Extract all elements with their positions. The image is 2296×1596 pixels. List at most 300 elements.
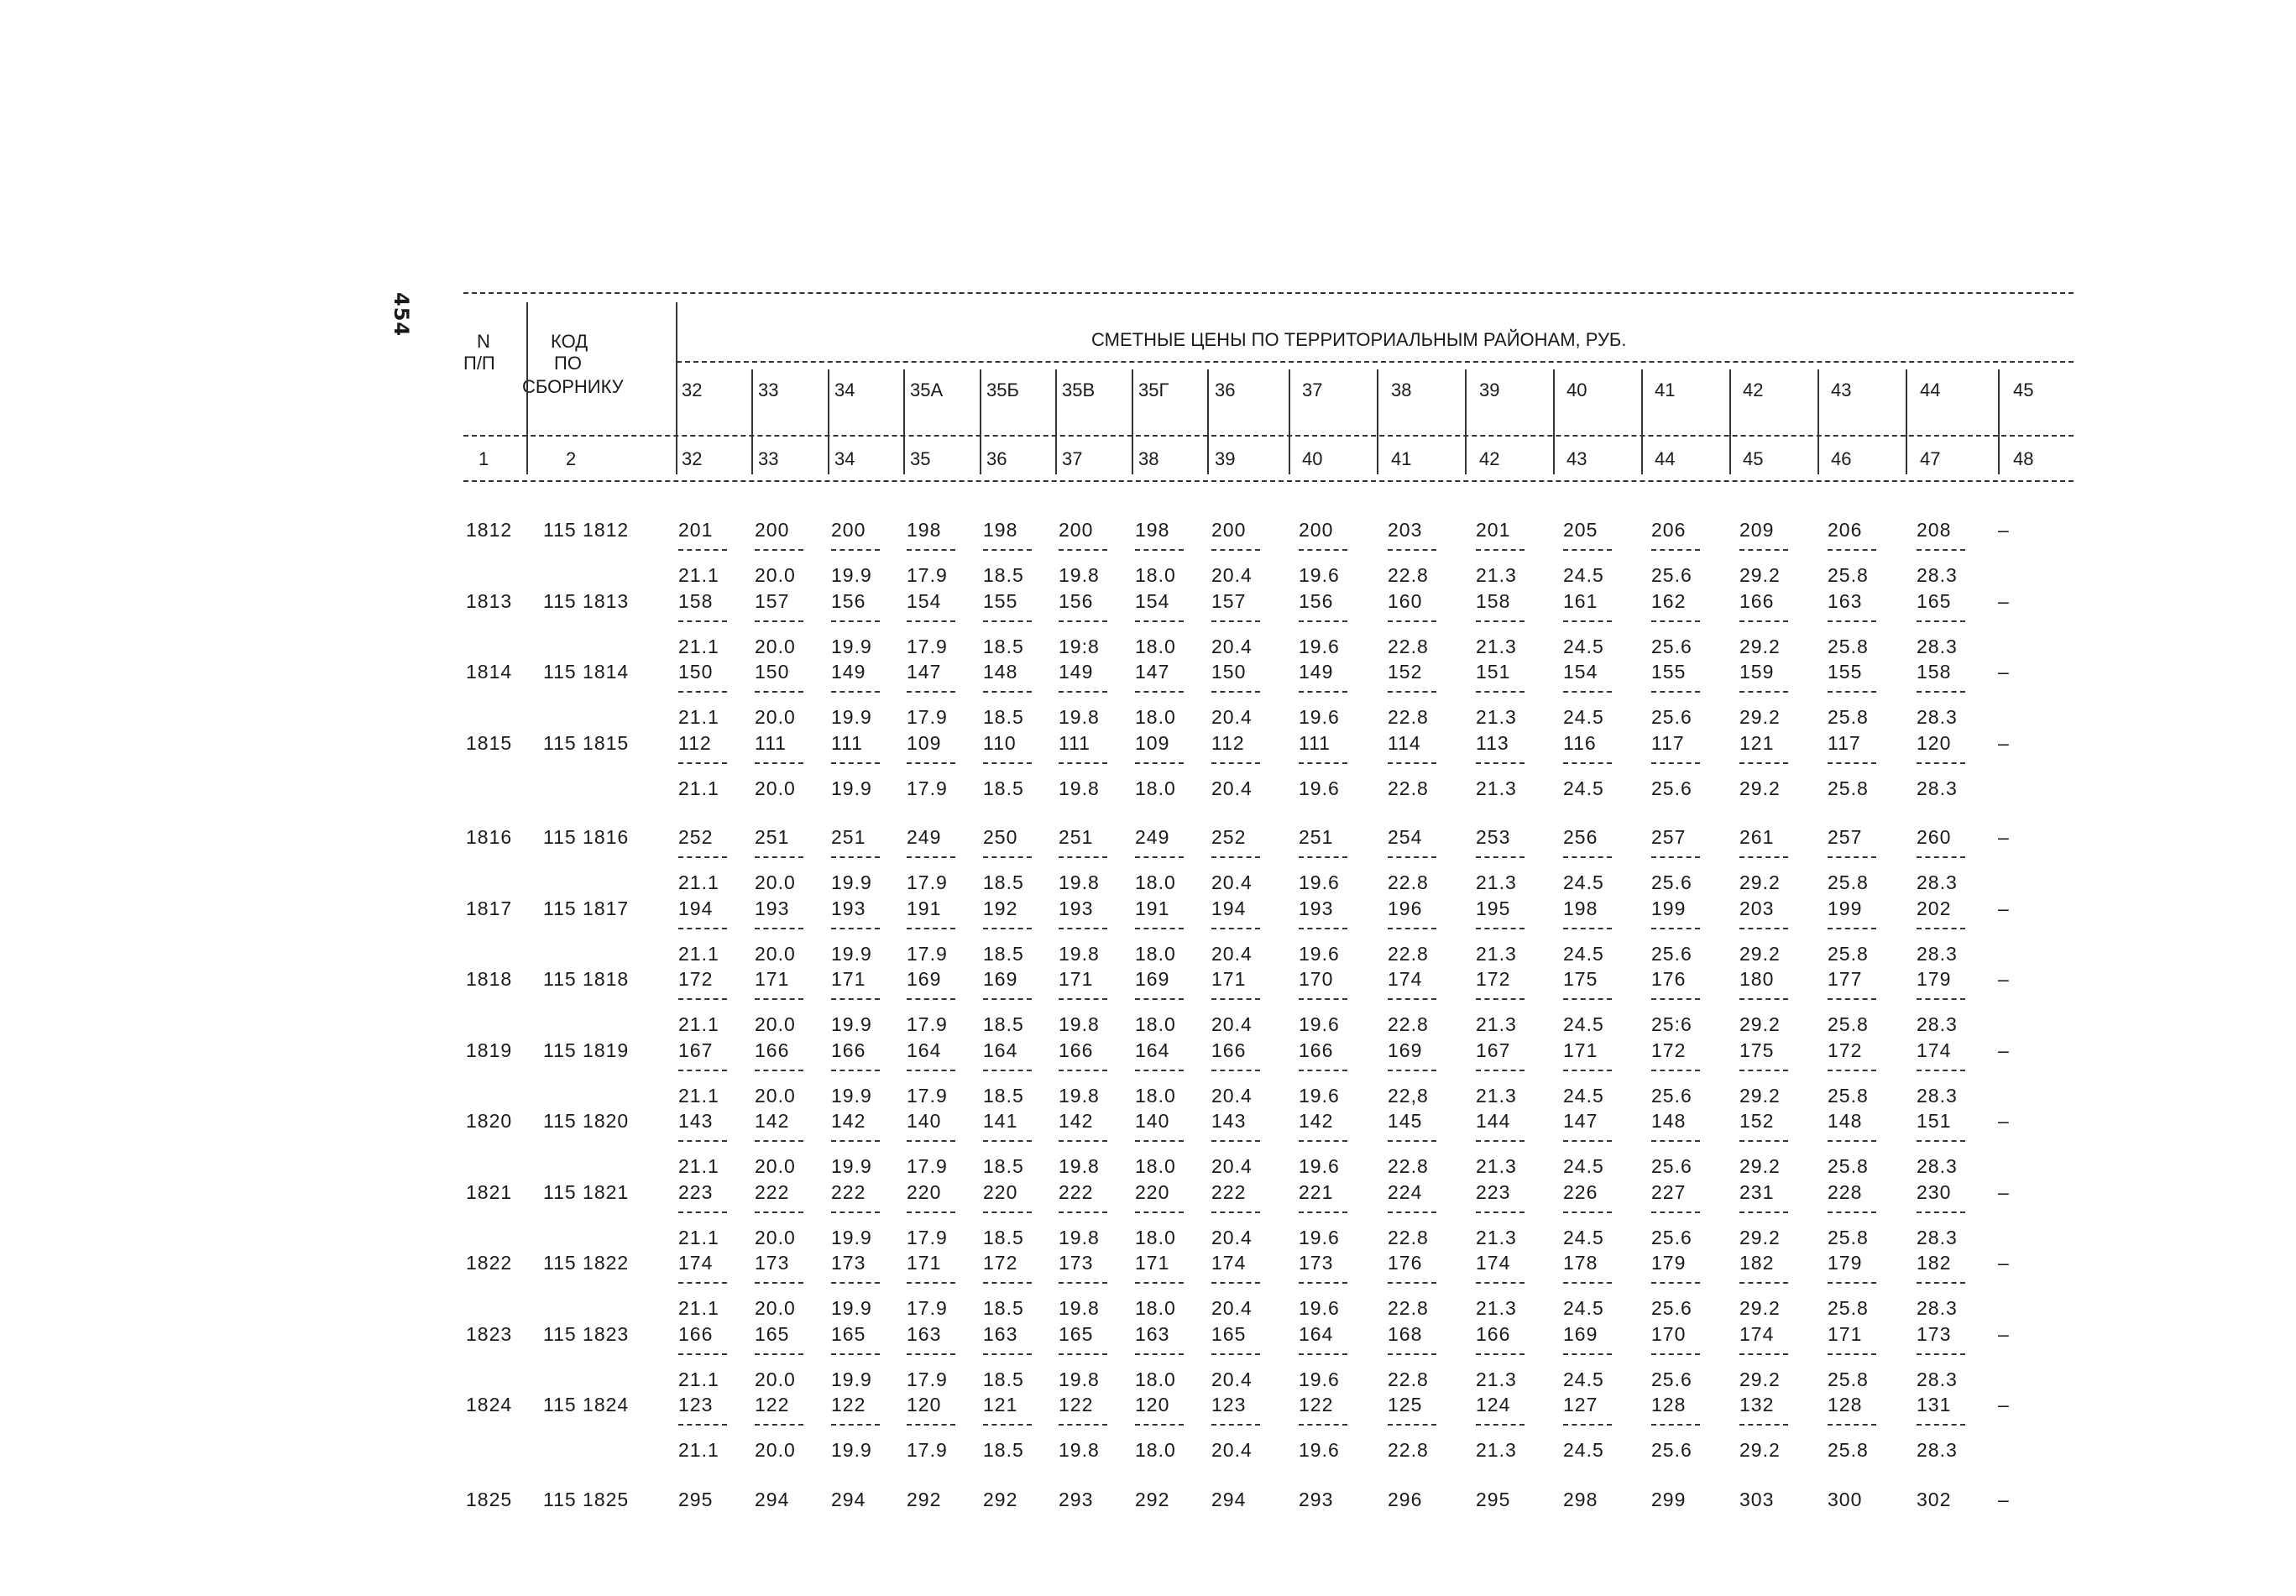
price-value: 122 [1059, 1394, 1094, 1415]
col-number: 44 [1655, 448, 1676, 469]
fraction-rule [678, 1140, 727, 1142]
coef-value: 28.3 [1917, 1439, 1958, 1461]
coef-value: 20.4 [1211, 1155, 1253, 1177]
price-value: 192 [983, 897, 1018, 919]
coef-value: 21.1 [678, 1297, 719, 1319]
fraction-rule [1917, 856, 1965, 858]
price-value: 159 [1739, 661, 1775, 683]
last-column-dash: – [1998, 897, 2010, 919]
price-value: 203 [1739, 897, 1775, 919]
price-value: 171 [1828, 1323, 1863, 1345]
coef-value: 25.6 [1651, 777, 1692, 799]
column-separator [980, 369, 981, 474]
coef-value: 21.3 [1476, 636, 1517, 657]
region-header: 43 [1831, 379, 1852, 400]
colnum-rule [463, 435, 2074, 437]
price-value: 112 [1211, 732, 1245, 754]
group-title: СМЕТНЫЕ ЦЕНЫ ПО ТЕРРИТОРИАЛЬНЫМ РАЙОНАМ, РУБ. [1091, 329, 1627, 350]
price-value: 202 [1917, 897, 1952, 919]
fraction-rule [907, 762, 955, 764]
fraction-rule [1135, 762, 1184, 764]
fraction-rule [983, 620, 1032, 622]
coef-value: 25.6 [1651, 871, 1692, 893]
coef-value: 19.9 [831, 943, 872, 965]
fraction-rule [831, 691, 880, 693]
fraction-rule [1059, 856, 1107, 858]
price-value: 223 [678, 1181, 714, 1203]
fraction-rule [1211, 1353, 1260, 1355]
fraction-rule [755, 1353, 803, 1355]
coef-value: 17.9 [907, 943, 948, 965]
coef-value: 19.6 [1299, 564, 1340, 586]
coef-value: 25.8 [1828, 1085, 1869, 1107]
price-value: 155 [983, 590, 1018, 612]
price-value: 165 [1211, 1323, 1247, 1345]
coef-value: 25.6 [1651, 1085, 1692, 1107]
coef-value: 19.8 [1059, 943, 1100, 965]
fraction-rule [1059, 1424, 1107, 1426]
fraction-rule [907, 856, 955, 858]
fraction-rule [1211, 620, 1260, 622]
region-header: 45 [2013, 379, 2034, 400]
price-value: 294 [1211, 1489, 1247, 1510]
row-code: 115 1816 [543, 826, 630, 848]
price-value: 179 [1651, 1252, 1687, 1274]
column-separator [1465, 369, 1467, 474]
price-value: 164 [1299, 1323, 1334, 1345]
region-header: 42 [1743, 379, 1764, 400]
price-value: 203 [1388, 519, 1423, 541]
fraction-rule [1917, 691, 1965, 693]
price-value: 152 [1739, 1110, 1775, 1132]
price-value: 120 [907, 1394, 942, 1415]
coef-value: 28.3 [1917, 636, 1958, 657]
fraction-rule [1828, 1211, 1876, 1213]
coef-value: 29.2 [1739, 1439, 1781, 1461]
fraction-rule [1828, 549, 1876, 551]
price-value: 151 [1476, 661, 1511, 683]
price-value: 206 [1828, 519, 1863, 541]
fraction-rule [1563, 1282, 1612, 1284]
fraction-rule [1739, 1424, 1788, 1426]
fraction-rule [1563, 691, 1612, 693]
coef-value: 20.4 [1211, 871, 1253, 893]
fraction-rule [1211, 691, 1260, 693]
coef-value: 19.8 [1059, 777, 1100, 799]
price-value: 254 [1388, 826, 1423, 848]
region-header: 34 [834, 379, 855, 400]
fraction-rule [1388, 1424, 1436, 1426]
fraction-rule [1211, 998, 1260, 1000]
price-value: 111 [755, 732, 787, 754]
column-separator [1377, 369, 1378, 474]
coef-value: 25.6 [1651, 1227, 1692, 1248]
coef-value: 19.6 [1299, 1439, 1340, 1461]
fraction-rule [678, 1211, 727, 1213]
price-value: 163 [1135, 1323, 1170, 1345]
fraction-rule [1917, 1140, 1965, 1142]
coef-value: 19.8 [1059, 1155, 1100, 1177]
price-value: 261 [1739, 826, 1775, 848]
coef-value: 29.2 [1739, 1085, 1781, 1107]
fraction-rule [1476, 856, 1525, 858]
row-code: 115 1821 [543, 1181, 630, 1203]
price-value: 122 [755, 1394, 790, 1415]
fraction-rule [831, 1211, 880, 1213]
fraction-rule [1059, 620, 1107, 622]
row-code: 115 1824 [543, 1394, 630, 1415]
coef-value: 25.8 [1828, 706, 1869, 728]
last-column-dash: – [1998, 1323, 2010, 1345]
fraction-rule [907, 1353, 955, 1355]
coef-value: 18.5 [983, 706, 1024, 728]
price-value: 117 [1651, 732, 1685, 754]
fraction-rule [1828, 1070, 1876, 1071]
fraction-rule [1299, 1211, 1347, 1213]
coef-value: 18.5 [983, 1013, 1024, 1035]
fraction-rule [755, 1070, 803, 1071]
fraction-rule [1476, 762, 1525, 764]
fraction-rule [1211, 856, 1260, 858]
region-header: 38 [1391, 379, 1412, 400]
fraction-rule [1651, 856, 1700, 858]
coef-value: 18.5 [983, 636, 1024, 657]
fraction-rule [983, 1282, 1032, 1284]
fraction-rule [1476, 928, 1525, 929]
price-value: 166 [1739, 590, 1775, 612]
coef-value: 19.8 [1059, 1297, 1100, 1319]
price-value: 172 [1828, 1039, 1863, 1061]
coef-value: 29.2 [1739, 1013, 1781, 1035]
price-value: 111 [1299, 732, 1331, 754]
coef-value: 25.8 [1828, 871, 1869, 893]
coef-value: 18.0 [1135, 1013, 1176, 1035]
coef-value: 19.9 [831, 564, 872, 586]
price-value: 123 [1211, 1394, 1247, 1415]
price-value: 148 [1651, 1110, 1687, 1132]
fraction-rule [831, 1424, 880, 1426]
fraction-rule [1135, 1140, 1184, 1142]
price-value: 111 [831, 732, 863, 754]
fraction-rule [755, 998, 803, 1000]
coef-value: 20.4 [1211, 1368, 1253, 1390]
row-number: 1820 [466, 1110, 513, 1132]
coef-value: 18.5 [983, 1297, 1024, 1319]
fraction-rule [1059, 998, 1107, 1000]
fraction-rule [831, 1353, 880, 1355]
price-value: 117 [1828, 732, 1861, 754]
coef-value: 20.4 [1211, 1297, 1253, 1319]
coef-value: 17.9 [907, 706, 948, 728]
price-value: 294 [755, 1489, 790, 1510]
price-value: 127 [1563, 1394, 1598, 1415]
fraction-rule [1211, 1282, 1260, 1284]
fraction-rule [1211, 1211, 1260, 1213]
coef-value: 25.8 [1828, 1439, 1869, 1461]
price-value: 302 [1917, 1489, 1952, 1510]
coef-value: 19.9 [831, 871, 872, 893]
fraction-rule [1059, 691, 1107, 693]
row-code: 115 1815 [543, 732, 630, 754]
fraction-rule [1299, 549, 1347, 551]
region-header: 36 [1215, 379, 1236, 400]
price-value: 194 [1211, 897, 1247, 919]
price-value: 256 [1563, 826, 1598, 848]
fraction-rule [1135, 1353, 1184, 1355]
price-value: 172 [983, 1252, 1018, 1274]
coef-value: 21.3 [1476, 1227, 1517, 1248]
price-value: 257 [1651, 826, 1687, 848]
price-value: 163 [983, 1323, 1018, 1345]
price-value: 193 [755, 897, 790, 919]
price-value: 157 [1211, 590, 1247, 612]
fraction-rule [1917, 1424, 1965, 1426]
col-number: 36 [986, 448, 1007, 469]
fraction-rule [1739, 1070, 1788, 1071]
coef-value: 25.8 [1828, 943, 1869, 965]
row-number: 1822 [466, 1252, 513, 1274]
coef-value: 20.4 [1211, 1227, 1253, 1248]
coef-value: 28.3 [1917, 1013, 1958, 1035]
fraction-rule [1563, 1140, 1612, 1142]
row-code: 115 1818 [543, 968, 630, 990]
fraction-rule [1651, 620, 1700, 622]
coef-value: 25.8 [1828, 1227, 1869, 1248]
coef-value: 18.0 [1135, 636, 1176, 657]
region-header: 44 [1920, 379, 1941, 400]
price-value: 161 [1563, 590, 1598, 612]
price-value: 293 [1059, 1489, 1094, 1510]
price-value: 174 [1388, 968, 1423, 990]
fraction-rule [1059, 1070, 1107, 1071]
price-value: 156 [831, 590, 866, 612]
fraction-rule [1828, 1282, 1876, 1284]
price-value: 298 [1563, 1489, 1598, 1510]
price-value: 182 [1739, 1252, 1775, 1274]
coef-value: 19.8 [1059, 706, 1100, 728]
price-value: 172 [678, 968, 714, 990]
row-number: 1821 [466, 1181, 513, 1203]
price-value: 141 [983, 1110, 1018, 1132]
coef-value: 25.8 [1828, 564, 1869, 586]
price-value: 223 [1476, 1181, 1511, 1203]
fraction-rule [755, 928, 803, 929]
fraction-rule [1211, 1070, 1260, 1071]
price-value: 150 [755, 661, 790, 683]
coef-value: 19.9 [831, 1085, 872, 1107]
row-code: 115 1825 [543, 1489, 630, 1510]
kod-label: КОД [551, 331, 588, 352]
fraction-rule [755, 549, 803, 551]
price-value: 140 [907, 1110, 942, 1132]
fraction-rule [1739, 691, 1788, 693]
coef-value: 21.1 [678, 1227, 719, 1248]
fraction-rule [1739, 928, 1788, 929]
fraction-rule [1299, 928, 1347, 929]
coef-value: 29.2 [1739, 706, 1781, 728]
fraction-rule [831, 762, 880, 764]
fraction-rule [1135, 549, 1184, 551]
coef-value: 22.8 [1388, 1227, 1429, 1248]
coef-value: 18.5 [983, 943, 1024, 965]
price-value: 292 [907, 1489, 942, 1510]
region-header: 35Г [1138, 379, 1169, 400]
coef-value: 25.6 [1651, 1368, 1692, 1390]
col-number: 33 [758, 448, 779, 469]
coef-value: 21.1 [678, 1155, 719, 1177]
coef-value: 18.0 [1135, 1368, 1176, 1390]
price-value: 250 [983, 826, 1018, 848]
coef-value: 17.9 [907, 1085, 948, 1107]
coef-value: 28.3 [1917, 1227, 1958, 1248]
coef-value: 19.8 [1059, 1227, 1100, 1248]
coef-value: 21.1 [678, 706, 719, 728]
fraction-rule [678, 928, 727, 929]
fraction-rule [1388, 856, 1436, 858]
coef-value: 19.9 [831, 1297, 872, 1319]
row-code: 115 1823 [543, 1323, 630, 1345]
price-value: 201 [1476, 519, 1511, 541]
row-number: 1824 [466, 1394, 513, 1415]
price-value: 109 [907, 732, 942, 754]
price-value: 131 [1917, 1394, 1952, 1415]
fraction-rule [1388, 928, 1436, 929]
coef-value: 19.6 [1299, 871, 1340, 893]
fraction-rule [1211, 1424, 1260, 1426]
coef-value: 21.3 [1476, 1439, 1517, 1461]
price-value: 150 [678, 661, 714, 683]
fraction-rule [907, 620, 955, 622]
price-value: 142 [1059, 1110, 1094, 1132]
fraction-rule [983, 1070, 1032, 1071]
price-value: 296 [1388, 1489, 1423, 1510]
coef-value: 29.2 [1739, 943, 1781, 965]
price-value: 122 [831, 1394, 866, 1415]
col-number: 48 [2013, 448, 2034, 469]
price-value: 157 [755, 590, 790, 612]
fraction-rule [1563, 1424, 1612, 1426]
price-value: 145 [1388, 1110, 1423, 1132]
header-bottom-rule [463, 480, 2074, 482]
price-value: 169 [1135, 968, 1170, 990]
col-number: 47 [1920, 448, 1941, 469]
fraction-rule [831, 998, 880, 1000]
price-value: 142 [755, 1110, 790, 1132]
coef-value: 17.9 [907, 871, 948, 893]
fraction-rule [1476, 620, 1525, 622]
price-value: 132 [1739, 1394, 1775, 1415]
fraction-rule [1476, 1211, 1525, 1213]
last-column-dash: – [1998, 1489, 2010, 1510]
price-value: 109 [1135, 732, 1170, 754]
price-value: 154 [1563, 661, 1598, 683]
coef-value: 29.2 [1739, 871, 1781, 893]
fraction-rule [907, 998, 955, 1000]
fraction-rule [1059, 1140, 1107, 1142]
price-value: 251 [1059, 826, 1094, 848]
price-value: 128 [1828, 1394, 1863, 1415]
price-value: 257 [1828, 826, 1863, 848]
price-value: 206 [1651, 519, 1687, 541]
coef-value: 17.9 [907, 1439, 948, 1461]
fraction-rule [678, 1282, 727, 1284]
price-value: 293 [1299, 1489, 1334, 1510]
col-number: 42 [1479, 448, 1500, 469]
fraction-rule [1651, 549, 1700, 551]
coef-value: 21.3 [1476, 1013, 1517, 1035]
fraction-rule [1059, 762, 1107, 764]
fraction-rule [1563, 998, 1612, 1000]
fraction-rule [1739, 620, 1788, 622]
price-value: 171 [831, 968, 866, 990]
last-column-dash: – [1998, 1039, 2010, 1061]
col-number: 41 [1391, 448, 1412, 469]
price-value: 175 [1739, 1039, 1775, 1061]
coef-value: 28.3 [1917, 1085, 1958, 1107]
coef-value: 20.4 [1211, 564, 1253, 586]
fraction-rule [1651, 1282, 1700, 1284]
coef-value: 22.8 [1388, 1439, 1429, 1461]
col-number: 34 [834, 448, 855, 469]
fraction-rule [983, 1211, 1032, 1213]
fraction-rule [1299, 998, 1347, 1000]
fraction-rule [1299, 762, 1347, 764]
price-value: 154 [1135, 590, 1170, 612]
price-value: 253 [1476, 826, 1511, 848]
price-value: 299 [1651, 1489, 1687, 1510]
fraction-rule [755, 1140, 803, 1142]
fraction-rule [1917, 620, 1965, 622]
region-header: 41 [1655, 379, 1676, 400]
price-value: 295 [1476, 1489, 1511, 1510]
price-value: 209 [1739, 519, 1775, 541]
coef-value: 21.1 [678, 1085, 719, 1107]
fraction-rule [755, 1424, 803, 1426]
coef-value: 28.3 [1917, 871, 1958, 893]
coef-value: 22.8 [1388, 564, 1429, 586]
coef-value: 19.8 [1059, 564, 1100, 586]
price-value: 166 [755, 1039, 790, 1061]
coef-value: 18.0 [1135, 943, 1176, 965]
coef-value: 17.9 [907, 1368, 948, 1390]
fraction-rule [1563, 549, 1612, 551]
coef-value: 20.4 [1211, 1085, 1253, 1107]
fraction-rule [907, 1070, 955, 1071]
last-column-dash: – [1998, 1252, 2010, 1274]
coef-value: 19.6 [1299, 1297, 1340, 1319]
fraction-rule [831, 1070, 880, 1071]
coef-value: 19.8 [1059, 1013, 1100, 1035]
fraction-rule [1135, 1282, 1184, 1284]
price-value: 112 [678, 732, 712, 754]
fraction-rule [755, 762, 803, 764]
fraction-rule [1476, 1424, 1525, 1426]
coef-value: 20.0 [755, 1439, 796, 1461]
fraction-rule [1739, 1140, 1788, 1142]
coef-value: 25.6 [1651, 636, 1692, 657]
fraction-rule [1476, 998, 1525, 1000]
price-value: 173 [831, 1252, 866, 1274]
price-value: 167 [678, 1039, 714, 1061]
price-value: 166 [678, 1323, 714, 1345]
col-number: 37 [1062, 448, 1083, 469]
coef-value: 17.9 [907, 636, 948, 657]
column-separator [1289, 369, 1290, 474]
region-header: 33 [758, 379, 779, 400]
n-label: N [477, 331, 490, 352]
price-value: 143 [678, 1110, 714, 1132]
fraction-rule [1476, 1140, 1525, 1142]
